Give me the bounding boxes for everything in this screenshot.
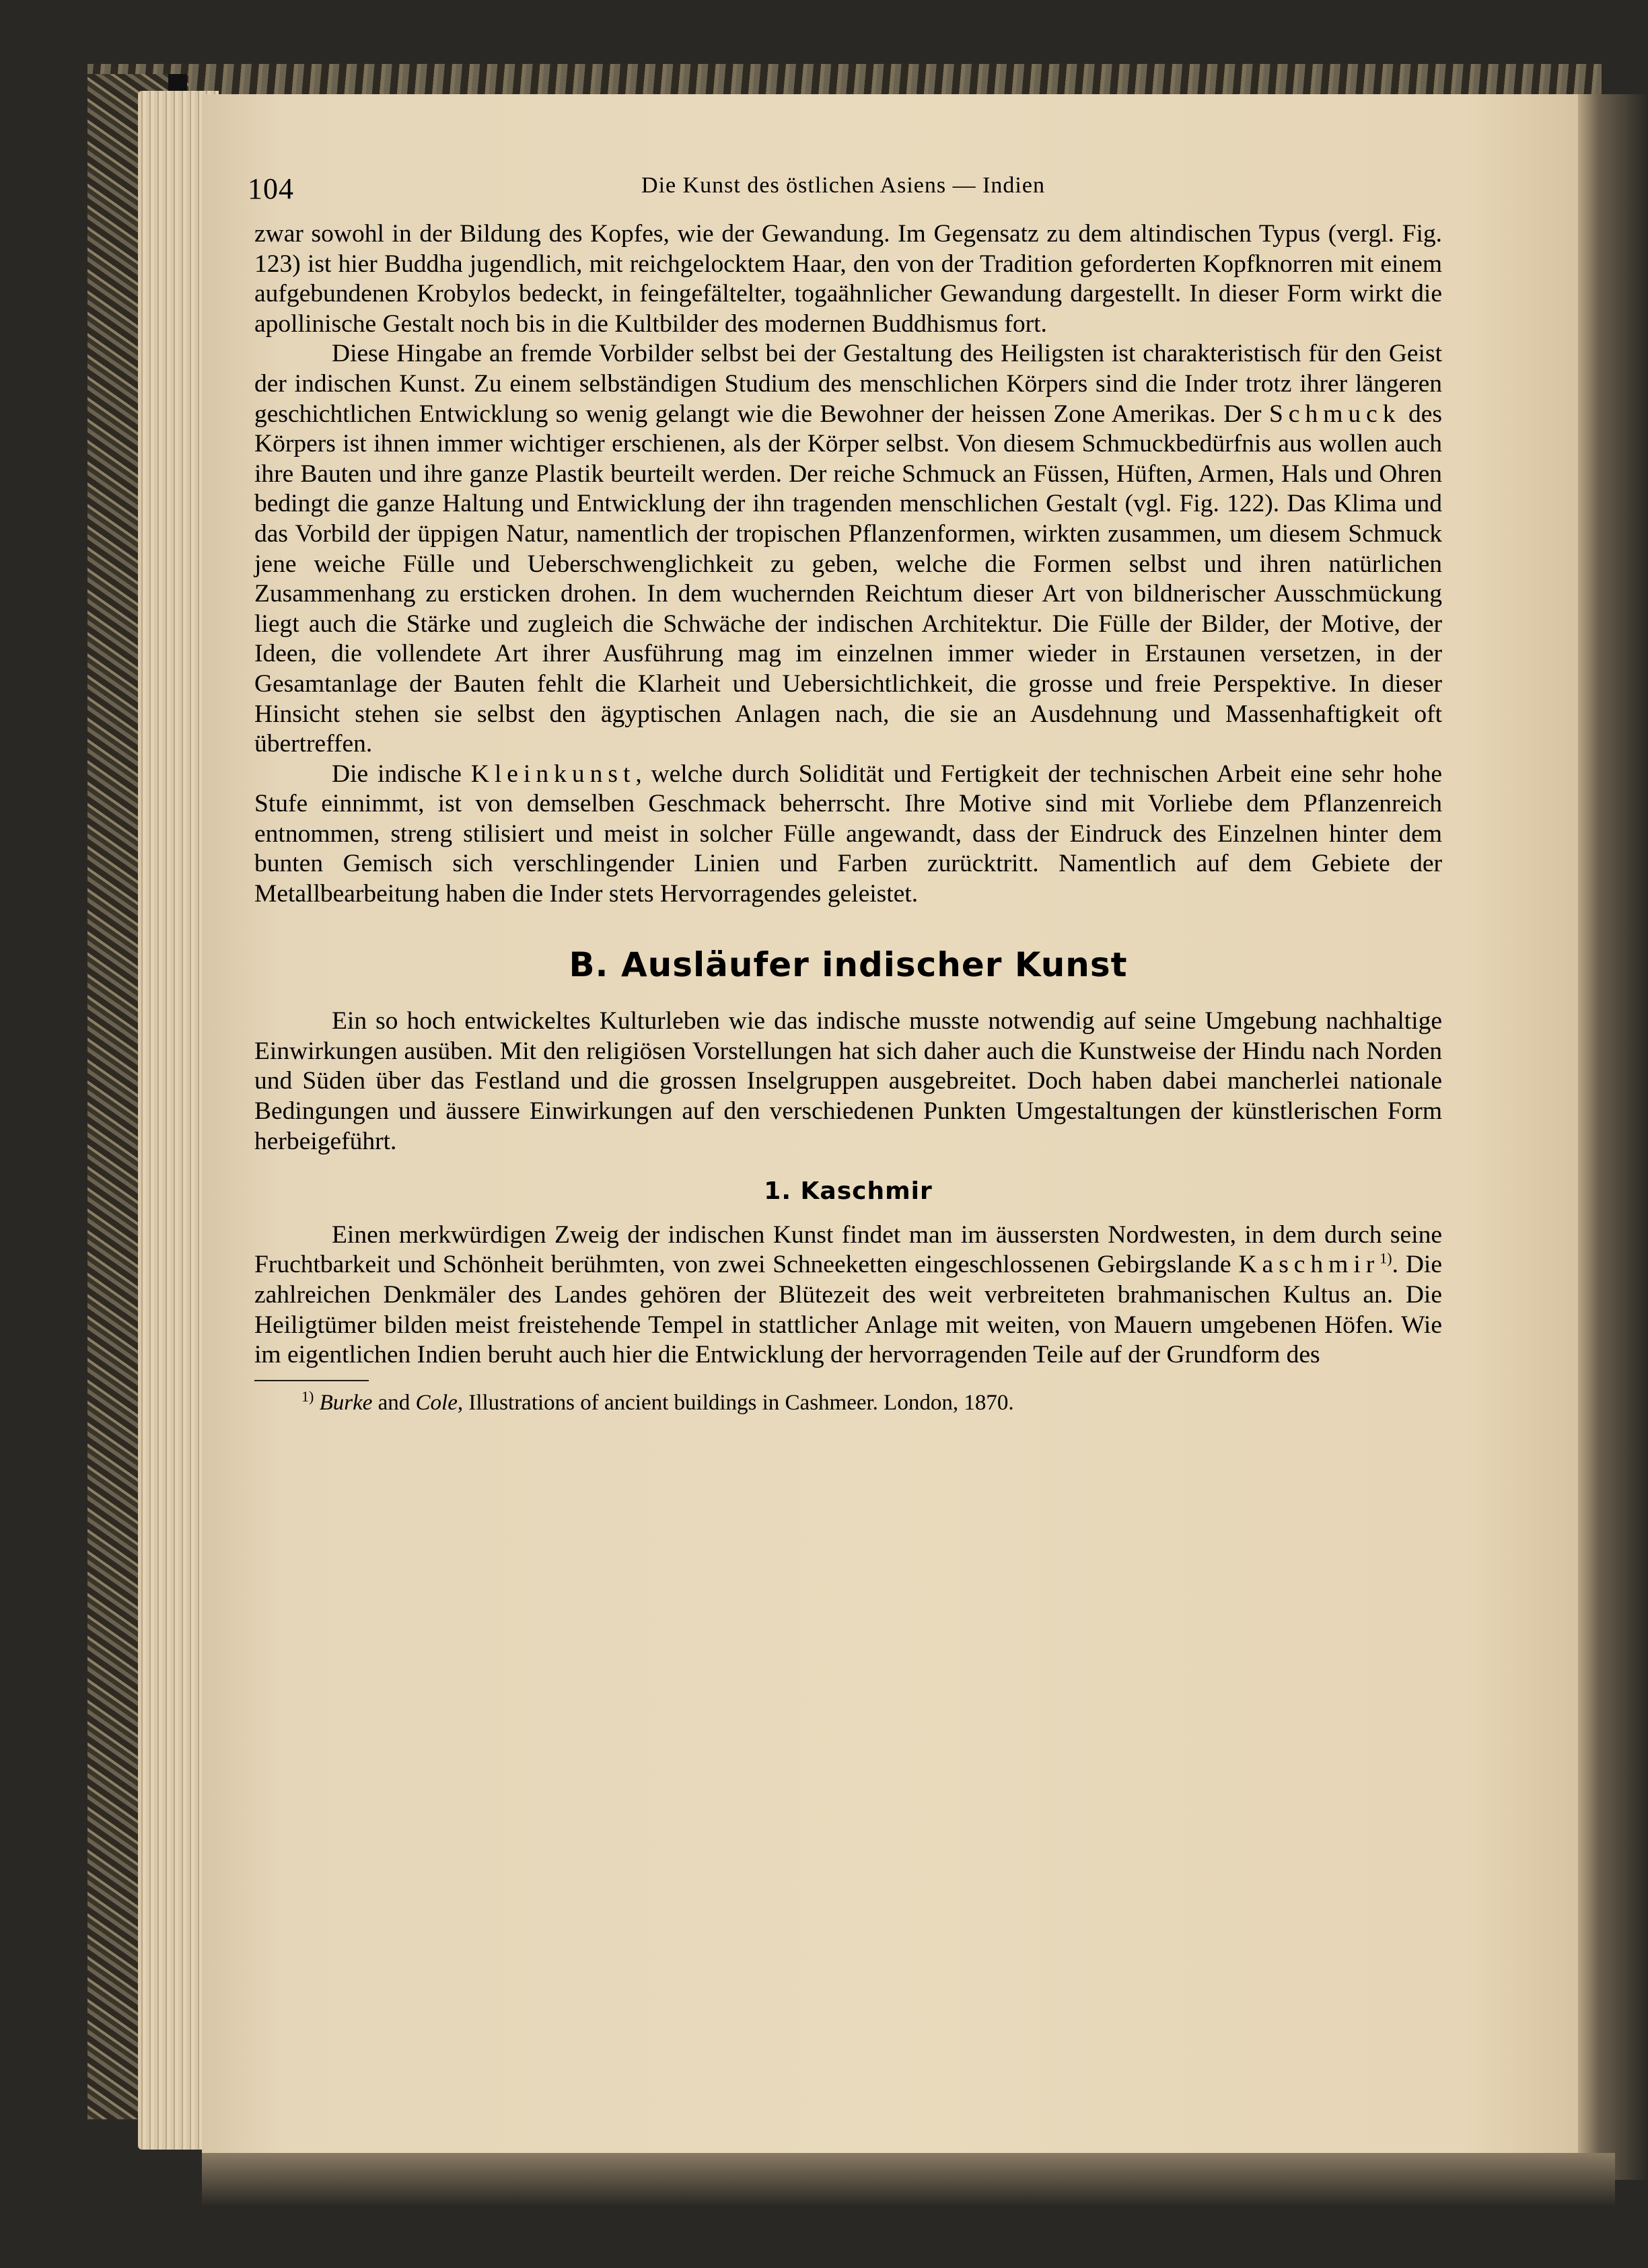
paragraph-5-part-b: . Die zahlreichen Denkmäler des Landes gehören der Blütezeit des weit verbreiteten brahmanischen Kultus an. Die Heiligtümer bilden meist freistehende Tempel in stattlicher Anlage mit weiten, von Mauern umgebenen Höfen. Wie im eigentlichen Indien beruht auch hier die Entwicklung der hervorragenden Teile auf der Grundform des <box>254 1251 1442 1369</box>
right-page-shadow <box>1578 94 1648 2180</box>
emphasis-kaschmir: Kaschmir <box>1238 1251 1380 1279</box>
footnote-author-1: Burke <box>319 1390 373 1415</box>
footnote-marker: 1) <box>301 1387 314 1405</box>
paragraph-1: zwar sowohl in der Bildung des Kopfes, wie der Gewandung. Im Gegensatz zu dem altindischen Typus (vergl. Fig. 123) ist hier Buddha jugendlich, mit reichgelocktem Haar, den von der Tradition geforderten Kopfknorren mit einem aufgebundenen Krobylos bedeckt, in feingefältelter, togaähnlicher Gewandung dargestellt. In dieser Form wirkt die apollinische Gestalt noch bis in die Kultbilder des modernen Buddhismus fort. <box>254 220 1442 338</box>
paragraph-3 <box>254 760 1442 910</box>
footnote-author-2: Cole, <box>415 1390 464 1415</box>
paragraph-3-part-b: , welche durch Solidität und Fertigkeit der technischen Arbeit eine sehr hohe Stufe einnimmt, ist von demselben Geschmack beherrscht. Ihre Motive sind mit Vorliebe dem Pflanzenreich entnommen, streng stilisiert und meist in solcher Fülle angewandt, dass der Eindruck des Einzelnen hinter dem bunten Gemisch sich verschlingender Linien und Farben zurücktritt. Namentlich auf dem Gebiete der Metallbearbeitung haben die Inder stets Hervorragendes geleistet. <box>254 760 1442 908</box>
footnote-and: and <box>372 1390 416 1415</box>
footnote <box>254 1389 1442 1416</box>
text-column <box>254 219 1442 1416</box>
paragraph-2 <box>254 339 1442 759</box>
footnote-text: Illustrations of ancient buildings in Cashmeer. London, 1870. <box>463 1390 1014 1415</box>
emphasis-kleinkunst: Kleinkunst <box>470 760 636 788</box>
emphasis-schmuck: Schmuck <box>1268 400 1401 428</box>
paragraph-2-part-a: Diese Hingabe an fremde Vorbilder selbst bei der Gestaltung des Heiligsten ist charakteristisch für den Geist der indischen Kunst. Zu einem selbständigen Studium des menschlichen Körpers sind die Inder trotz ihrer längeren geschichtlichen Entwicklung so wenig gelangt wie die Bewohner der heissen Zone Amerikas. Der <box>254 340 1442 428</box>
paragraph-5-part-a: Einen merkwürdigen Zweig der indischen Kunst findet man im äussersten Nordwesten, in dem durch seine Fruchtbarkeit und Schönheit berühmten, von zwei Schneeketten eingeschlossenen Gebirgslande <box>254 1220 1442 1279</box>
footnote-reference: 1) <box>1380 1249 1392 1267</box>
section-heading-b: B. Ausläufer indischer Kunst <box>569 945 1128 984</box>
paragraph-2-part-b: des Körpers ist ihnen immer wichtiger erschienen, als der Körper selbst. Von diesem Schmuckbedürfnis aus wollen auch ihre Bauten und ihre ganze Plastik beurteilt werden. Der reiche Schmuck an Füssen, Hüften, Armen, Hals und Ohren bedingt die ganze Haltung und Entwicklung der ihn tragenden menschlichen Gestalt (vgl. Fig. 122). Das Klima und das Vorbild der üppigen Natur, namentlich der tropischen Pflanzenformen, wirkten zusammen, um diesem Schmuck jene weiche Fülle und Ueberschwenglichkeit zu geben, welche die Formen selbst und ihren natürlichen Zusammenhang zu ersticken drohen. In dem wuchernden Reichtum dieser Art von bildnerischer Ausschmückung liegt auch die Stärke und zugleich die Schwäche der indischen Architektur. Die Fülle der Bilder, der Motive, der Ideen, die vollendete Art ihrer Ausführung mag im einzelnen immer wieder in Erstaunen versetzen, in der Gesamtanlage der Bauten fehlt die Klarheit und Uebersichtlichkeit, die grosse und freie Perspektive. In dieser Hinsicht stehen sie selbst den ägyptischen Anlagen nach, die sie an Ausdehnung und Massenhaftigkeit oft übertreffen. <box>254 400 1442 758</box>
subsection-heading-kaschmir: 1. Kaschmir <box>764 1177 933 1206</box>
paragraph-5 <box>254 1220 1442 1370</box>
page-header <box>248 172 1439 212</box>
running-title: Die Kunst des östlichen Asiens — Indien <box>641 173 1045 198</box>
paragraph-4: Ein so hoch entwickeltes Kulturleben wie das indische musste notwendig auf seine Umgebung nachhaltige Einwirkungen ausüben. Mit den religiösen Vorstellungen hat sich daher auch die Kunstweise der Hindu nach Norden und Süden über das Festland und die grossen Inselgruppen ausgebreitet. Doch haben dabei mancherlei nationale Bedingungen und äussere Einwirkungen auf den verschiedenen Punkten Umgestaltungen der künstlerischen Form herbeigeführt. <box>254 1007 1442 1155</box>
bottom-page-shadow <box>202 2153 1615 2207</box>
footnote-rule <box>254 1380 369 1381</box>
paragraph-3-part-a: Die indische <box>332 760 471 788</box>
page-number: 104 <box>248 172 294 205</box>
